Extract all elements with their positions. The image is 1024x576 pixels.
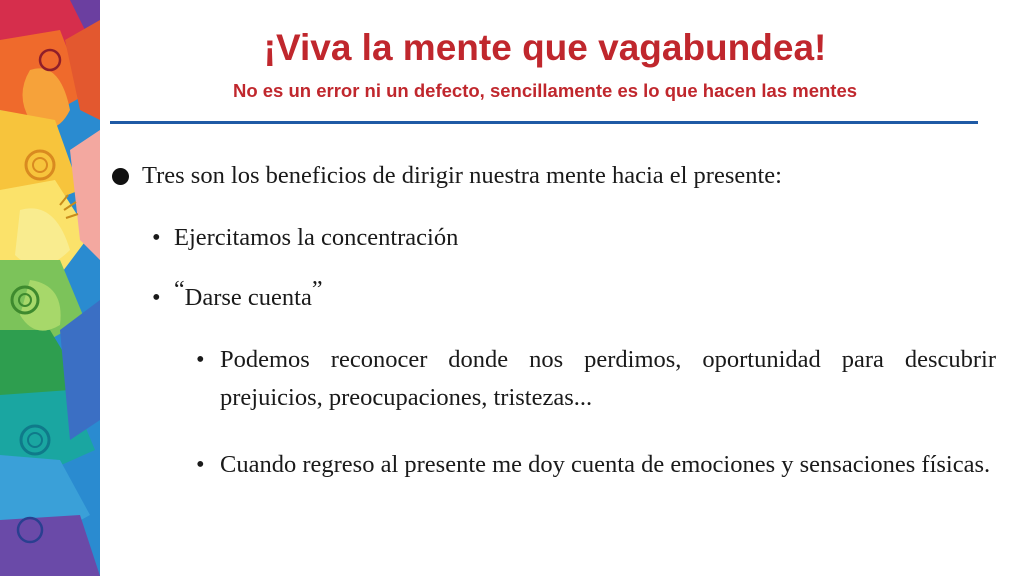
sub-sub-bullet-text: Cuando regreso al presente me doy cuenta de emociones y sensaciones físicas. (220, 451, 991, 478)
sub-sub-bullet-text: Podemos reconocer donde nos perdimos, oportunidad para descubrir prejuicios, preocupaciones, tristezas... (220, 346, 996, 411)
title-part-3: ! (814, 27, 827, 68)
bullet-icon: • (152, 284, 161, 311)
main-bullet-text: Tres son los beneficios de dirigir nuestra mente hacia el presente: (142, 162, 782, 189)
slide-subtitle: No es un error ni un defecto, sencillamente es lo que hacen las mentes (232, 80, 858, 101)
darse-cuenta-text: Darse cuenta (184, 284, 312, 311)
title-part-1: ¡Viva la mente que (263, 27, 599, 68)
close-quote: ” (311, 277, 323, 303)
sub-bullet-text: Ejercitamos la concentración (174, 224, 459, 251)
bullet-icon: • (196, 346, 205, 373)
title-part-2: vagabundea (598, 27, 815, 68)
open-quote: “ (174, 277, 185, 303)
bullet-dot-icon (112, 168, 129, 185)
bullet-icon: • (152, 224, 161, 251)
bullet-icon: • (196, 451, 205, 478)
sub-bullet-text (174, 277, 323, 314)
